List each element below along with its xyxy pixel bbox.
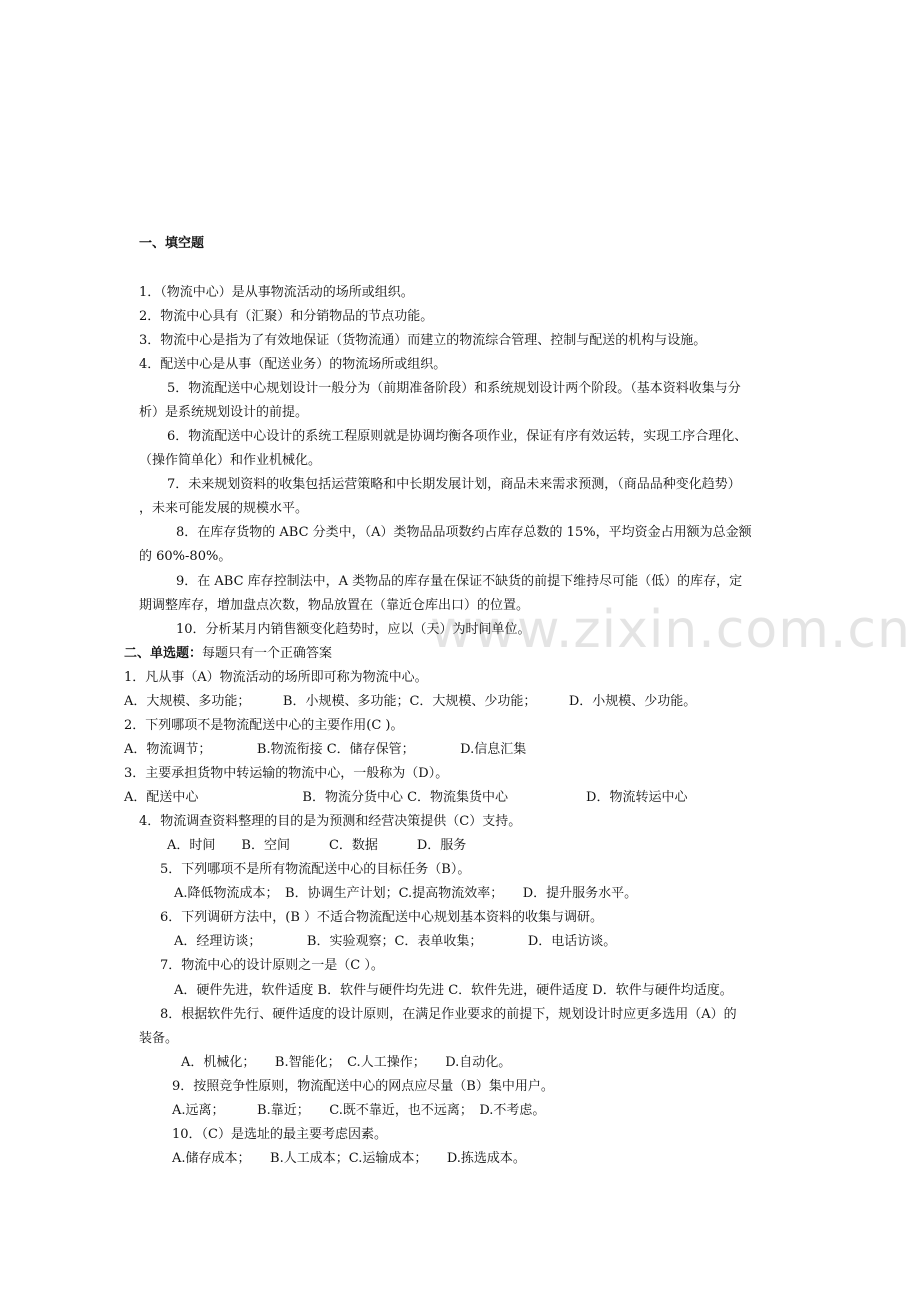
- s1-line: 的 60%-80%。: [139, 549, 232, 564]
- s1-line: 4．配送中心是从事（配送业务）的物流场所或组织。: [139, 357, 447, 372]
- s2-line: 1．凡从事（A）物流活动的场所即可称为物流中心。: [124, 670, 428, 685]
- section2-title: 二、单选题：: [124, 646, 203, 661]
- s2-line: 3．主要承担货物中转运输的物流中心，一般称为（D）。: [124, 766, 449, 781]
- s2-line: 10．（C）是选址的最主要考虑因素。: [172, 1127, 387, 1142]
- s1-line: ，未来可能发展的规模水平。: [139, 501, 309, 516]
- s2-line: A.降低物流成本； B．协调生产计划；C.提高物流效率； D．提升服务水平。: [174, 886, 638, 901]
- s2-line: A．大规模、多功能； B．小规模、多功能；C．大规模、少功能； D．小规模、少功能。: [124, 694, 697, 709]
- section1-title: 一、填空题: [139, 236, 205, 251]
- s2-line: A.远离； B.靠近； C.既不靠近，也不远离； D.不考虑。: [172, 1103, 546, 1118]
- s2-line: 装备。: [139, 1031, 179, 1046]
- s2-line: A．时间 B．空间 C．数据 D．服务: [167, 838, 467, 853]
- s2-line: 5．下列哪项不是所有物流配送中心的目标任务（B）。: [160, 862, 471, 877]
- s2-line: A．物流调节； B.物流衔接 C．储存保管； D.信息汇集: [124, 742, 527, 757]
- s2-line: 8．根据软件先行、硬件适度的设计原则，在满足作业要求的前提下，规划设计时应更多选用（A）的: [160, 1007, 737, 1022]
- section2-heading: [124, 646, 332, 662]
- s1-line: 9．在 ABC 库存控制法中，A 类物品的库存量在保证不缺货的前提下维持尽可能（低）的库存，定: [176, 574, 743, 589]
- s1-line: 5．物流配送中心规划设计一般分为（前期准备阶段）和系统规划设计两个阶段。（基本资料收集与分: [167, 381, 741, 396]
- s1-line: 6．物流配送中心设计的系统工程原则就是协调均衡各项作业，保证有序有效运转，实现工序合理化、: [167, 429, 748, 444]
- s2-line: A．经理访谈； B．实验观察；C．表单收集； D．电话访谈。: [174, 934, 617, 949]
- s2-line: 7．物流中心的设计原则之一是（C ）。: [160, 958, 384, 973]
- s1-line: 7．未来规划资料的收集包括运营策略和中长期发展计划，商品未来需求预测，（商品品种变化趋势）: [167, 477, 741, 492]
- s2-line: 9．按照竞争性原则，物流配送中心的网点应尽量（B）集中用户。: [172, 1079, 554, 1094]
- s1-line: 10．分析某月内销售额变化趋势时，应以（天）为时间单位。: [176, 622, 531, 637]
- section2-subtitle: 每题只有一个正确答案: [202, 646, 333, 661]
- s2-line: 6．下列调研方法中，(B ）不适合物流配送中心规划基本资料的收集与调研。: [160, 910, 604, 925]
- s1-line: 8．在库存货物的 ABC 分类中，（A）类物品品项数约占库存总数的 15%，平均资金占用额为总金额: [176, 525, 752, 540]
- watermark: www.zixin.com.cn: [430, 600, 911, 660]
- s1-line: 期调整库存，增加盘点次数，物品放置在（靠近仓库出口）的位置。: [139, 598, 530, 613]
- s2-line: A．硬件先进，软件适度 B．软件与硬件均先进 C．软件先进，硬件适度 D．软件与硬件均适度。: [174, 983, 733, 998]
- s2-line: 2．下列哪项不是物流配送中心的主要作用(C )。: [124, 718, 404, 733]
- s1-line: 析）是系统规划设计的前提。: [139, 405, 309, 420]
- s1-line: 2．物流中心具有（汇聚）和分销物品的节点功能。: [139, 309, 434, 324]
- s1-line: 1．（物流中心）是从事物流活动的场所或组织。: [139, 285, 414, 300]
- s2-line: A．机械化； B.智能化； C.人工操作； D.自动化。: [181, 1055, 512, 1070]
- s1-line: （操作简单化）和作业机械化。: [139, 453, 322, 468]
- s2-line: A．配送中心 B．物流分货中心 C．物流集货中心 D．物流转运中心: [124, 790, 688, 805]
- s2-line: 4．物流调查资料整理的目的是为预测和经营决策提供（C）支持。: [139, 814, 522, 829]
- s1-line: 3．物流中心是指为了有效地保证（货物流通）而建立的物流综合管理、控制与配送的机构与设施。: [139, 333, 707, 348]
- s2-line: A.储存成本； B.人工成本；C.运输成本； D.拣选成本。: [172, 1151, 526, 1166]
